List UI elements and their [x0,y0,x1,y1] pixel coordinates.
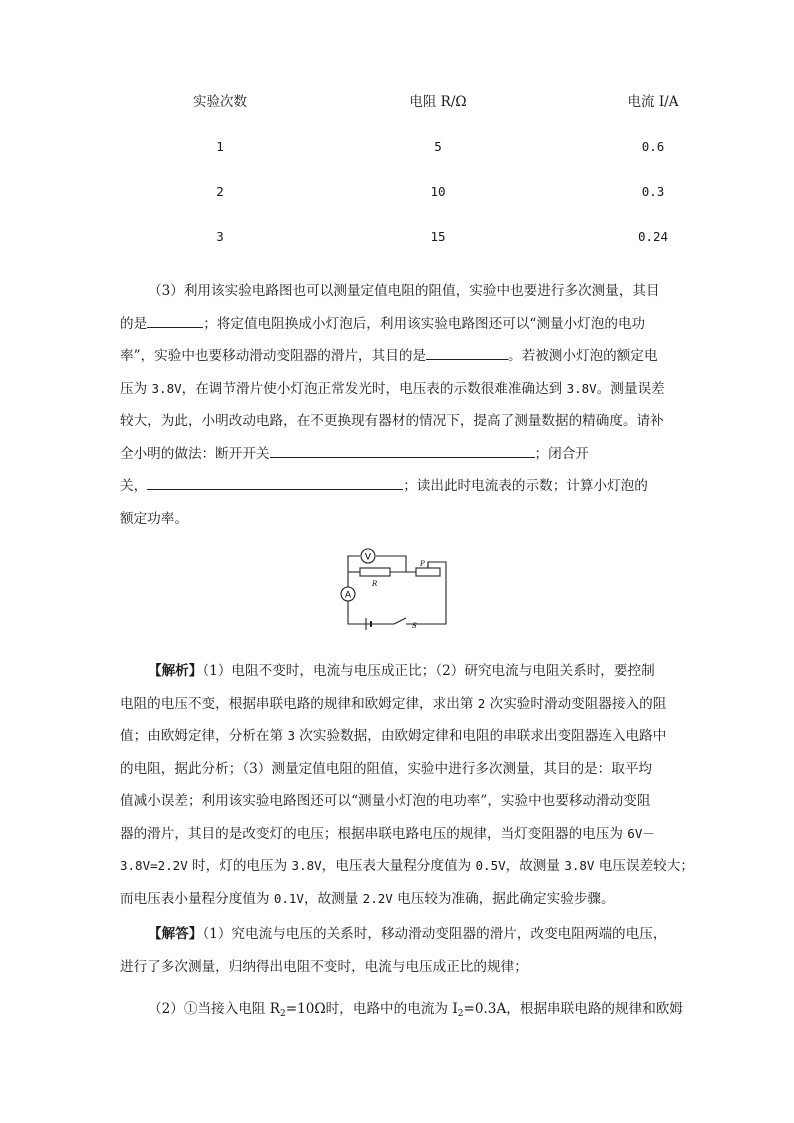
voltmeter-label: V [364,552,372,563]
analysis-text: 而电压表小量程分度值为 [120,890,274,907]
wire-voltmeter-left [348,556,360,572]
analysis-line [120,655,676,688]
resistor-symbol [360,568,390,576]
analysis-value: 3.8V [291,858,322,873]
data-table [180,92,700,272]
table-cell: 2 [216,184,224,199]
q3-value: 3.8V [151,380,182,396]
answer-tag: 【解答】 [148,926,203,942]
q3-text: 关， [120,478,148,494]
wire-voltmeter-right [376,556,406,572]
analysis-text: ，故测量 [505,858,565,874]
analysis-value: 6V－ [627,825,655,841]
analysis-value: 2.2V [362,890,393,906]
ammeter-label: A [344,590,352,601]
analysis-line [120,720,676,753]
table-cell: 1 [216,139,224,154]
table-cell: 10 [430,184,446,199]
analysis-text: ，电压表大量程分度值为 [321,858,476,874]
analysis-line [120,850,694,883]
q3-value: 3.8V [566,380,597,396]
analysis-text: 器的滑片，其目的是改变灯的电压；根据串联电路电压的规律，当灯变阻器的电压为 [120,825,628,842]
q3-text: 。测量误差 [596,380,665,397]
answer-blank[interactable] [270,439,535,458]
answer-blank[interactable] [147,471,403,490]
analysis-line: 的电阻，据此分析；（3）测量定值电阻的阻值，实验中进行多次测量，其目的是：取平均 [120,760,653,777]
answer-part-2 [120,993,683,1031]
switch-lever [394,618,406,624]
answer-subscript: 2 [279,1009,286,1019]
q3-line: 较大，为此，小明改动电路，在不更换现有器材的情况下，提高了测量数据的精确度。请补 [120,413,664,429]
q3-text: ；将定值电阻换成小灯泡后，利用该实验电路图还可以“测量小灯泡的电功 [203,315,646,332]
table-header: 电阻 R/Ω [409,94,467,110]
table-cell: 5 [434,139,442,154]
analysis-text: ，故测量 [303,890,363,907]
analysis-value: 0.1V [273,890,304,906]
table-header: 电流 I/A [627,94,679,110]
rheostat-symbol [416,568,440,576]
analysis-section [120,655,694,915]
q3-text: ；闭合开 [534,445,589,462]
analysis-line [120,883,676,916]
answer-text: （1）究电流与电压的关系时，移动滑动变阻器的滑片，改变电阻两端的电压， [202,926,667,942]
question-3 [120,275,676,535]
analysis-value: 3.8V=2.2V [120,858,188,873]
analysis-value: 3 [287,728,295,743]
q3-line [120,470,676,503]
table-cell: 15 [430,229,446,244]
q3-line [120,373,676,406]
wire-left [348,572,394,624]
analysis-value: 3.8V [564,858,595,873]
answer-line: 进行了多次测量，归纳得出电阻不变时，电流与电压成正比的规律； [120,958,528,975]
answer-blank[interactable] [426,341,508,360]
circuit-diagram [336,544,454,630]
table-header: 实验次数 [193,94,247,110]
analysis-text: 次实验数据，由欧姆定律和电阻的串联求出变阻器连入电路中 [294,728,667,744]
q3-line [120,340,676,373]
answer-subscript: 2 [457,1009,464,1019]
analysis-text: 电压误差较大； [594,858,694,874]
analysis-text: 电阻的电压不变，根据串联电路的规律和欧姆定律，求出第 [120,695,478,712]
q3-line [120,308,676,341]
answer-text: =0.3A，根据串联电路的规律和欧姆 [463,1001,683,1017]
q3-text: ；读出此时电流表的示数；计算小灯泡的 [403,478,648,494]
analysis-line: 值减小误差；利用该实验电路图还可以“测量小灯泡的电功率”，实验中也要移动滑动变阻 [120,793,651,809]
analysis-tag: 【解析】 [148,663,203,679]
switch-label: S [412,622,417,630]
answer-line [120,918,676,951]
table-cell: 3 [216,229,224,244]
q3-line [120,438,676,471]
analysis-line [120,818,676,851]
table-cell: 0.3 [641,184,665,199]
analysis-text: 电压较为准确，据此确定实验步骤。 [392,890,615,907]
table-header-row [180,92,700,137]
answer-blank[interactable] [147,309,203,328]
q3-text: 。若被测小灯泡的额定电 [508,348,658,364]
analysis-text: （1）电阻不变时，电流与电压成正比；（2）研究电流与电阻关系时，要控制 [202,663,655,679]
q3-text: 压为 [120,380,152,397]
analysis-value: 0.5V [475,858,506,873]
table-row [180,137,700,182]
q3-text: ，在调节滑片使小灯泡正常发光时，电压表的示数很难准确达到 [181,380,567,397]
answer-section [120,918,676,983]
analysis-value: 2 [477,695,486,711]
table-row [180,182,700,227]
analysis-text: 值；由欧姆定律，分析在第 [120,728,288,744]
q3-text: 率”，实验中也要移动滑动变阻器的滑片，其目的是 [120,348,427,364]
table-row [180,227,700,272]
q3-line: （3）利用该实验电路图也可以测量定值电阻的阻值，实验中也要进行多次测量，其目 [148,283,660,299]
table-cell: 0.6 [641,139,665,154]
slider-label: P [420,560,425,568]
answer-text: （2）①当接入电阻 R [148,1001,280,1017]
answer-text: =10Ω时，电路中的电流为 I [285,1001,458,1017]
table-cell: 0.24 [637,229,669,244]
analysis-text: 时，灯的电压为 [187,858,292,874]
q3-line: 额定功率。 [120,510,188,527]
analysis-text: 次实验时滑动变阻器接入的阻 [485,695,667,712]
answer-line [120,993,683,1031]
resistor-label: R [372,580,378,588]
q3-text: 全小明的做法：断开开关 [120,445,270,462]
q3-text: 的是 [120,315,148,332]
analysis-line [120,688,676,721]
